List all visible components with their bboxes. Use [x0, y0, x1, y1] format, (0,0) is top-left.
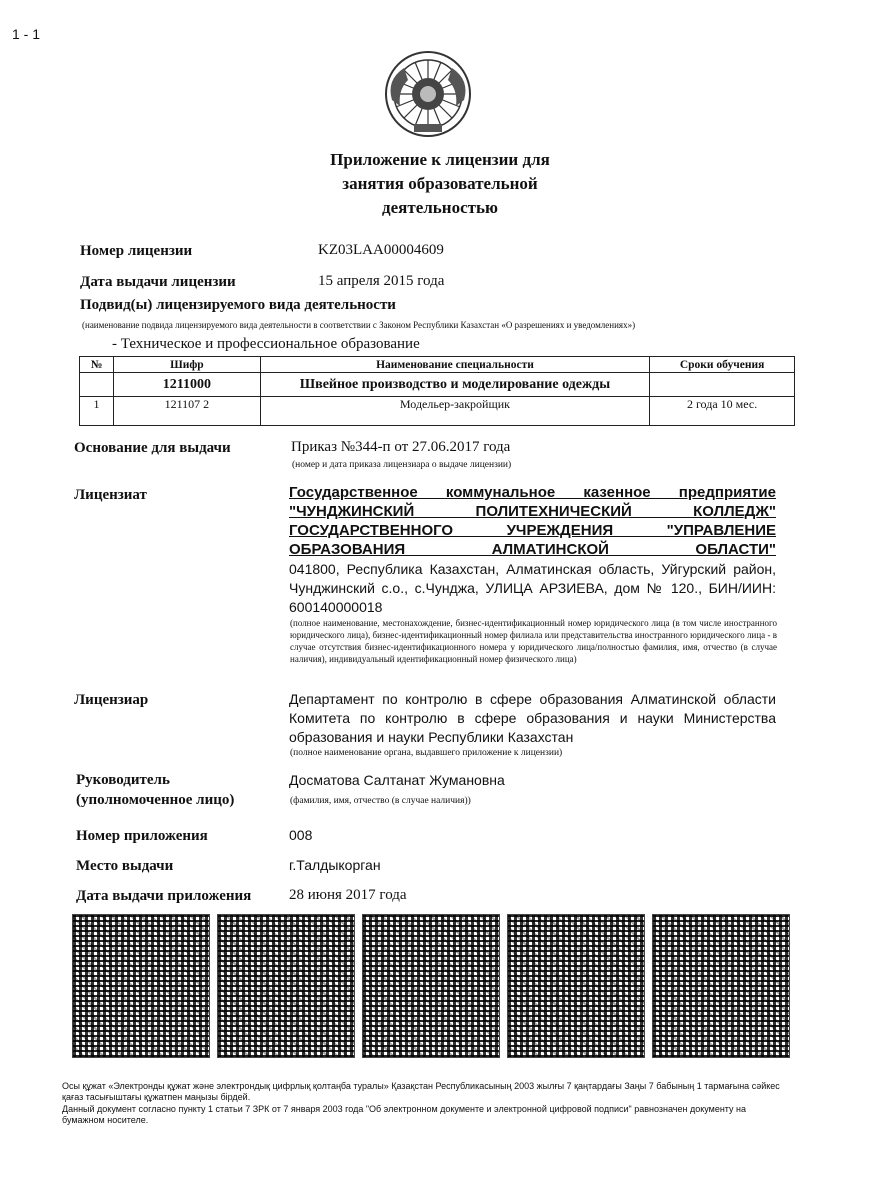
- basis-label: Основание для выдачи: [74, 440, 231, 456]
- subtype-label: Подвид(ы) лицензируемого вида деятельности: [80, 297, 396, 313]
- qr-code-icon: [72, 914, 210, 1058]
- head-value: Досматова Салтанат Жумановна: [289, 772, 505, 788]
- qr-code-icon: [217, 914, 355, 1058]
- state-emblem-icon: [384, 50, 472, 138]
- licensee-note: (полное наименование, местонахождение, бизнес-идентификационный номер юридического лица (в том числе иностранного юридического лица), бизнес-идентификационный номер филиала или представительства иностранного юридического лица - в случае отсутствия бизнес-идентификационного номера у юридического лица/полностью фамилия, имя, отчество (в случае наличия), индивидуальный идентификационный номер физического лица): [290, 618, 777, 664]
- appendix-number-value: 008: [289, 827, 313, 843]
- license-number-label: Номер лицензии: [80, 243, 193, 259]
- title-line: Приложение к лицензии для: [330, 150, 550, 169]
- table-header-row: [80, 357, 795, 373]
- licensee-address: 041800, Республика Казахстан, Алматинская область, Уйгурский район, Чунджинский с.о., с.Чунджа, УЛИЦА АРЗИЕВА, дом № 120., БИН/ИИН: 600140000018: [289, 561, 776, 615]
- document-title: [280, 148, 600, 220]
- column-header: Сроки обучения: [650, 357, 795, 373]
- table-group-row: [80, 373, 795, 397]
- basis-note: (номер и дата приказа лицензиара о выдаче лицензии): [292, 460, 512, 470]
- column-header: Шифр: [113, 357, 260, 373]
- qr-code-icon: [362, 914, 500, 1058]
- row-code: 121107 2: [113, 397, 260, 426]
- footer-kz: Осы құжат «Электронды құжат және электрондық цифрлық қолтаңба туралы» Қазақстан Республикасының 2003 жылғы 7 қаңтардағы Заңы 7 бабының 1 тармағына сәйкес қағаз тасығыштағы құжатпен маңызы бірдей.: [62, 1081, 780, 1102]
- place-label: Место выдачи: [76, 858, 174, 874]
- head-label-2: (уполномоченное лицо): [76, 792, 235, 808]
- title-line: деятельностью: [382, 198, 498, 217]
- licensee-label: Лицензиат: [74, 487, 147, 503]
- row-number: 1: [80, 397, 114, 426]
- subtype-value: - Техническое и профессиональное образование: [112, 336, 420, 352]
- column-header: №: [80, 357, 114, 373]
- specialties-table: [79, 356, 795, 426]
- appendix-date-value: 28 июня 2017 года: [289, 887, 407, 903]
- basis-value: Приказ №344-п от 27.06.2017 года: [291, 439, 511, 455]
- footer-ru: Данный документ согласно пункту 1 статьи 7 ЗРК от 7 января 2003 года "Об электронном документе и электронной цифровой подписи" равнозначен документу на бумажном носителе.: [62, 1104, 746, 1125]
- title-line: занятия образовательной: [342, 174, 538, 193]
- group-name: Швейное производство и моделирование одежды: [260, 373, 649, 397]
- head-label: Руководитель: [76, 772, 170, 788]
- qr-code-icon: [652, 914, 790, 1058]
- licensor-value: Департамент по контролю в сфере образования Алматинской области Комитета по контролю в сфере образования и науки Министерства образования и науки Республики Казахстан: [289, 691, 776, 745]
- appendix-date-label: Дата выдачи приложения: [76, 888, 252, 904]
- licensor-label: Лицензиар: [74, 692, 149, 708]
- licensee-name: Государственное коммунальное казенное предприятие "ЧУНДЖИНСКИЙ ПОЛИТЕХНИЧЕСКИЙ КОЛЛЕДЖ" ГОСУДАРСТВЕННОГО УЧРЕЖДЕНИЯ "УПРАВЛЕНИЕ ОБРАЗОВАНИЯ АЛМАТИНСКОЙ ОБЛАСТИ": [289, 484, 776, 558]
- licensor-note: (полное наименование органа, выдавшего приложение к лицензии): [290, 748, 563, 758]
- license-date-label: Дата выдачи лицензии: [80, 274, 236, 290]
- row-term: 2 года 10 мес.: [650, 397, 795, 426]
- subtype-note: (наименование подвида лицензируемого вида деятельности в соответствии с Законом Республики Казахстан «О разрешениях и уведомлениях»): [82, 320, 636, 330]
- qr-code-icon: [507, 914, 645, 1058]
- column-header: Наименование специальности: [260, 357, 649, 373]
- place-value: г.Талдыкорган: [289, 857, 381, 873]
- table-row: [80, 397, 795, 426]
- row-name: Модельер-закройщик: [260, 397, 649, 426]
- license-date-value: 15 апреля 2015 года: [318, 273, 445, 289]
- group-code: 1211000: [113, 373, 260, 397]
- head-note: (фамилия, имя, отчество (в случае наличия)): [290, 796, 471, 806]
- license-number-value: KZ03LAA00004609: [318, 242, 444, 258]
- appendix-number-label: Номер приложения: [76, 828, 208, 844]
- page-number: 1 - 1: [12, 26, 41, 42]
